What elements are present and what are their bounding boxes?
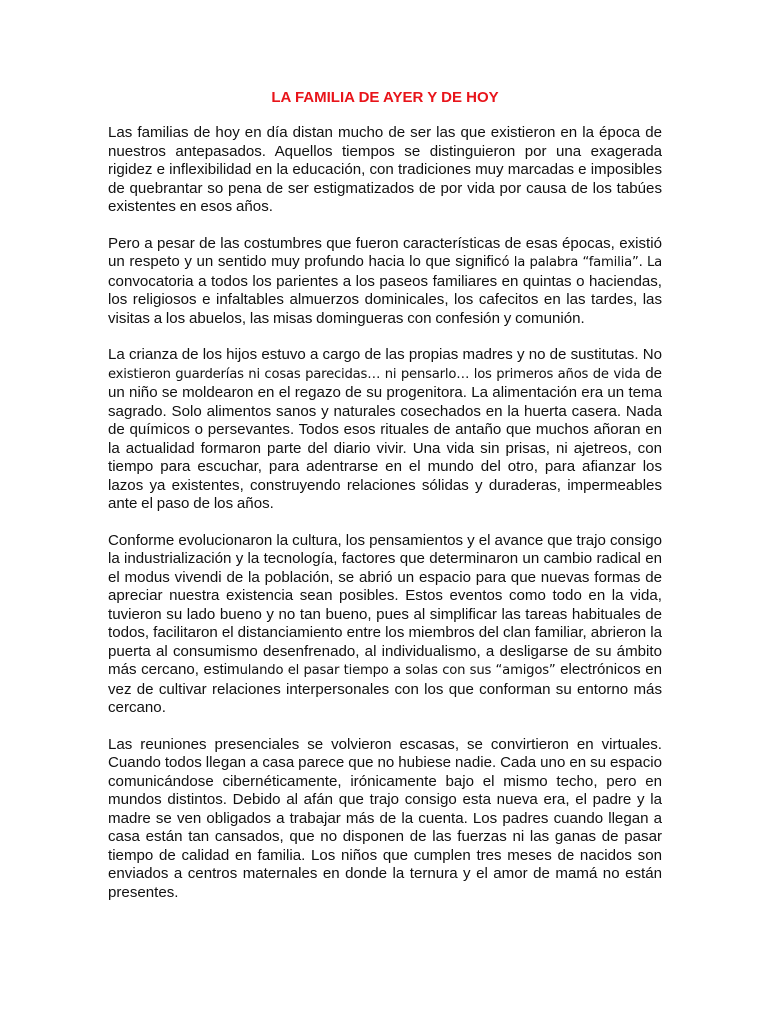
paragraph-4-text-b: ulando el pasar tiempo a solas con sus “amigos” xyxy=(239,663,556,678)
paragraph-1 xyxy=(108,124,662,217)
paragraph-2-text-a: Pero a pesar de las costumbres que fueron características de esas épocas, existió un respeto y un sentido muy profundo hacia lo que signific xyxy=(108,234,662,270)
paragraph-5 xyxy=(108,736,662,903)
paragraph-2-text-b: ó la palabra “familia”. La xyxy=(501,255,663,270)
paragraph-3 xyxy=(108,346,662,514)
paragraph-2 xyxy=(108,235,662,329)
document-page xyxy=(108,88,662,920)
paragraph-4-text-a: Conforme evolucionaron la cultura, los pensamientos y el avance que trajo consigo la industrialización y la tecnología, factores que determinaron un cambio radical en el modus vivendi de la población, se abrió un espacio para que nuevas formas de apreciar nuestra existencia sean posibles. Estos eventos como todo en la vida, tuvieron su lado bueno y no tan bueno, pues al simplificar las tareas habituales de todos, facilitaron el distanciamiento entre los miembros del clan familiar, abrieron la puerta al consumismo desenfrenado, al individualismo, a desligarse de su ámbito más cercano, estim xyxy=(108,531,662,678)
paragraph-1-text: Las familias de hoy en día distan mucho de ser las que existieron en la época de nuestros antepasados. Aquellos tiempos se distinguieron por una exagerada rigidez e inflexibilidad en la educación, con tradiciones muy marcadas e imposibles de quebrantar so pena de ser estigmatizados de por vida por causa de los tabúes existentes en esos años. xyxy=(108,124,662,215)
paragraph-5-text: Las reuniones presenciales se volvieron escasas, se convirtieron en virtuales. Cuando todos llegan a casa parece que no hubiese nadie. Cada uno en su espacio comunicándose cibernéticamente, irónicamente bajo el mismo techo, pero en mundos distintos. Debido al afán que trajo consigo esta nueva era, el padre y la madre se ven obligados a trabajar más de la cuenta. Los padres cuando llegan a casa están tan cansados, que no disponen de las fuerzas ni las ganas de pasar tiempo de calidad en familia. Los niños que cumplen tres meses de nacidos son enviados a centros maternales en donde la ternura y el amor de mamá no están presentes. xyxy=(108,735,662,901)
paragraph-3-text-c: de un niño se moldearon en el regazo de su progenitora. La alimentación era un tema sagrado. Solo alimentos sanos y naturales cosechados en la huerta casera. Nada de químicos o persevantes. Todos esos rituales de antaño que muchos añoran en la actualidad formaron parte del diario vivir. Una vida sin prisas, ni ajetreos, con tiempo para escuchar, para adentrarse en el mundo del otro, para afianzar los lazos ya existentes, construyendo relaciones sólidas y duraderas, impermeables ante el paso de los años. xyxy=(108,364,662,512)
paragraph-2-text-c: convocatoria a todos los parientes a los paseos familiares en quintas o haciendas, los religiosos e infaltables almuerzos dominicales, los cafecitos en las tardes, las visitas a los abuelos, las misas domingueras con confesión y comunión. xyxy=(108,272,662,327)
paragraph-3-text-b: existieron guarderías ni cosas parecidas… ni pensarlo… los primeros años de vida xyxy=(108,366,641,382)
document-title: LA FAMILIA DE AYER Y DE HOY xyxy=(271,89,499,106)
paragraph-4 xyxy=(108,532,662,718)
paragraph-3-text-a: La crianza de los hijos estuvo a cargo de las propias madres y no de sustitutas. No xyxy=(108,346,662,363)
paragraph-4-text-c: electrónicos en vez de cultivar relaciones interpersonales con los que conforman su entorno más cercano. xyxy=(108,661,662,716)
